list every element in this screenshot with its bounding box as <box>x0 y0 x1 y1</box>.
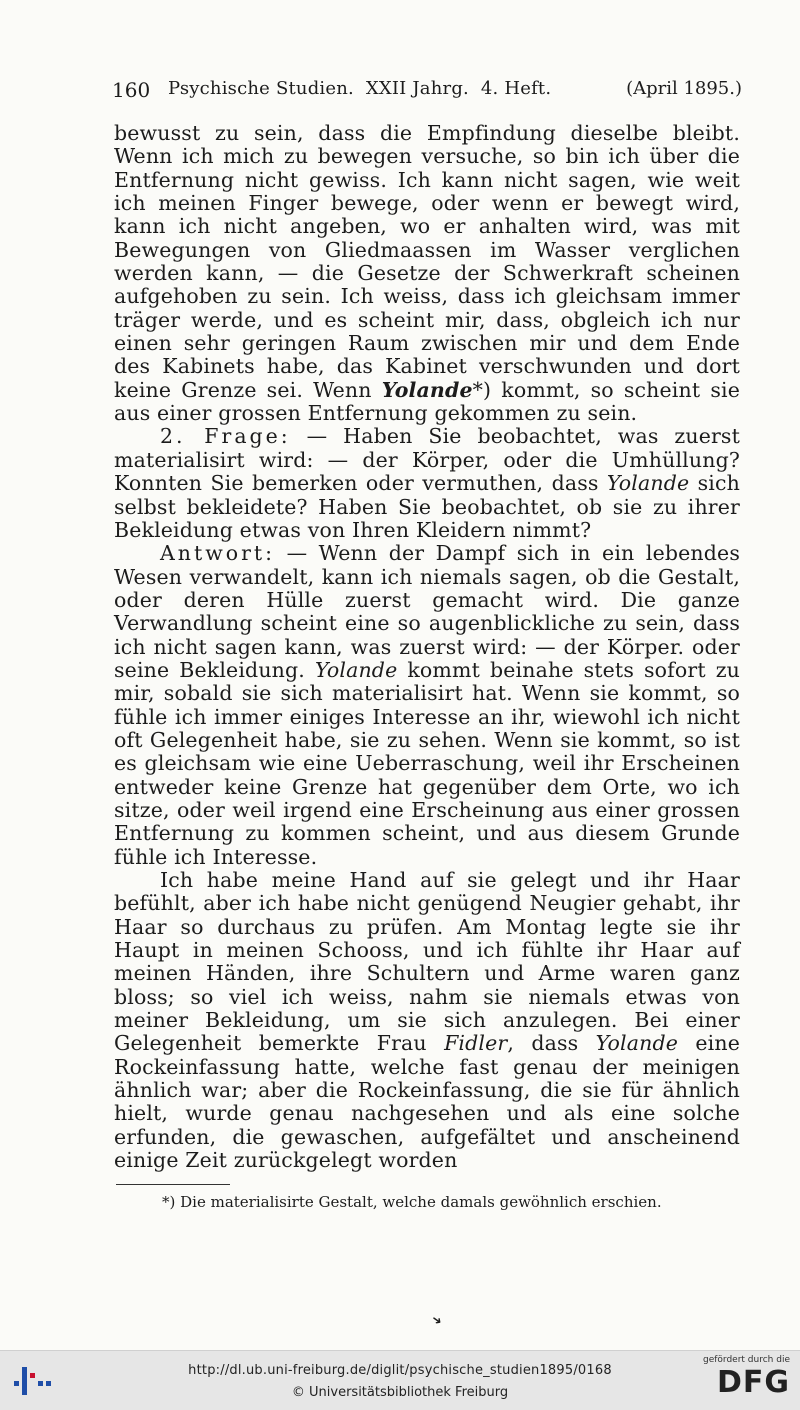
name-fidler: Fidler <box>444 1031 508 1056</box>
paragraph-1-text: bewusst zu sein, dass die Empfindung dieselbe bleibt. Wenn ich mich zu bewegen versuche, so bin ich über die Entfernung nicht gewiss. Ich kann nicht sagen, wie weit ich meinen Finger bewege, oder wenn er bewegt wird, kann ich nicht angeben, wo er anhalten wird, was mit Bewegungen von Gliedmaassen im Wasser verglichen werden kann, — die Gesetze der Schwerkraft scheinen aufgehoben zu sein. Ich weiss, dass ich gleichsam immer träger werde, und es scheint mir, dass, obgleich ich nur einen sehr geringen Raum zwischen mir und dem Ende des Kabinets habe, das Kabinet verschwunden und dort keine Grenze sei. Wenn <box>114 121 740 402</box>
paragraph-4 <box>114 869 740 1172</box>
body-text <box>114 122 740 1172</box>
issue-date: (April 1895.) <box>626 78 742 99</box>
name-yolande: Yolande <box>606 471 690 496</box>
paragraph-question <box>114 425 740 542</box>
paragraph-4-text-3: eine Rockeinfassung hatte, welche fast genau der meinigen ähnlich war; aber die Rockeinfassung, die sie für ähnlich hielt, wurde genau nachgesehen und als eine solche erfunden, die gewaschen, aufgefältet und anscheinend einige Zeit zurückgelegt worden <box>114 1031 740 1173</box>
footnote-divider <box>116 1184 230 1185</box>
paragraph-1-end: *) kommt, so scheint sie aus einer grossen Entfernung gekommen zu sein. <box>114 377 740 426</box>
page-number: 160 <box>112 78 151 102</box>
question-label: 2. Frage: <box>160 424 291 449</box>
answer-label: Antwort: <box>160 541 276 566</box>
question-text-1: — Haben Sie beobachtet, was zuerst materialisirt wird: — der Körper, oder die Umhüllung? Konnten Sie bemerken oder vermuthen, dass <box>114 424 740 496</box>
name-yolande: Yolande <box>381 377 473 402</box>
paragraph-answer <box>114 542 740 869</box>
viewer-footer <box>0 1350 800 1410</box>
journal-title <box>168 78 551 99</box>
dfg-logo: DFG <box>716 1365 790 1400</box>
paragraph-4-text-1: Ich habe meine Hand auf sie gelegt und ihr Haar befühlt, aber ich habe nicht genügend Neugier gehabt, ihr Haar so durchaus zu prüfen. Am Montag legte sie ihr Haupt in meinen Schooss, und ich fühlte ihr Haar auf meinen Händen, ihre Schultern und Arme waren ganz bloss; so viel ich weiss, nahm sie niemals etwas von meiner Bekleidung, um sie sich anzulegen. Bei einer Gelegenheit bemerkte Frau <box>114 868 740 1056</box>
stray-ink-mark: ➜ <box>428 1311 446 1329</box>
name-yolande: Yolande <box>314 657 398 682</box>
answer-text-1: — Wenn der Dampf sich in ein lebendes Wesen verwandelt, kann ich niemals sagen, ob die Gestalt, oder deren Hülle zuerst gemacht wird. Die ganze Verwandlung scheint eine so augenblickliche zu sein, dass ich nicht sagen kann, was zuerst wird: — der Körper. oder seine Bekleidung. <box>114 541 740 682</box>
answer-text-2: kommt beinahe stets sofort zu mir, sobald sie sich materialisirt hat. Wenn sie kommt, so fühle ich immer einiges Interesse an ihr, wiewohl ich nicht oft Gelegenheit habe, sie zu sehen. Wenn sie kommt, so ist es gleichsam wie eine Ueberraschung, weil ihr Erscheinen entweder keine Grenze hat gegenüber dem Orte, wo ich sitze, oder weil irgend eine Erscheinung aus einer grossen Entfernung zu kommen scheint, und aus diesem Grunde fühle ich Interesse. <box>114 657 741 869</box>
issue-label: 4. Heft. <box>480 78 552 99</box>
name-yolande: Yolande <box>595 1031 679 1056</box>
permalink-url[interactable]: http://dl.ub.uni-freiburg.de/diglit/psychische_studien1895/0168 <box>188 1363 612 1378</box>
volume-label: XXII Jahrg. <box>365 78 469 99</box>
footnote: *) Die materialisirte Gestalt, welche damals gewöhnlich erschien. <box>162 1193 662 1211</box>
running-header <box>112 78 742 104</box>
paragraph-1 <box>114 122 740 425</box>
paragraph-4-text-2: , dass <box>507 1031 596 1056</box>
question-text-2: sich selbst bekleidete? Haben Sie beobachtet, ob sie zu ihrer Bekleidung etwas von Ihren Kleidern nimmt? <box>114 471 741 542</box>
sponsor-caption: gefördert durch die <box>703 1355 790 1365</box>
journal-name: Psychische Studien. <box>168 78 354 99</box>
copyright-notice: © Universitätsbibliothek Freiburg <box>291 1385 509 1400</box>
